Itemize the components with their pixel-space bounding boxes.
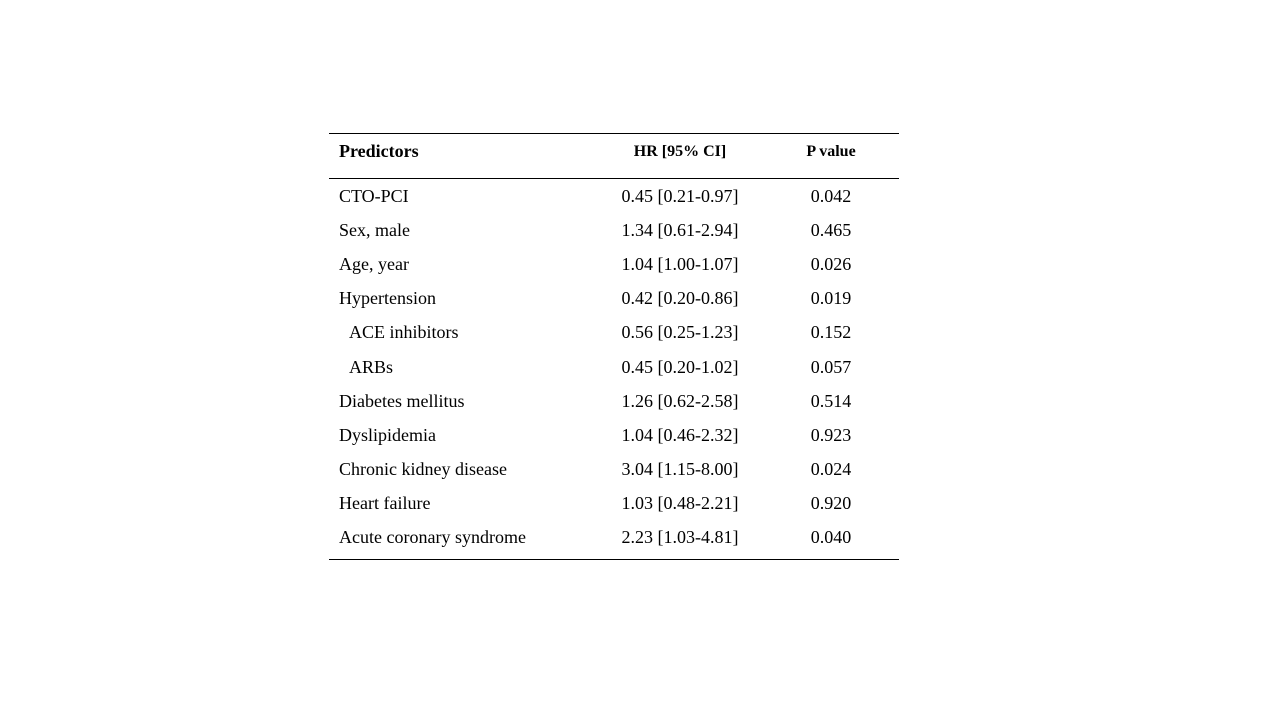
p-value-cell: 0.040 — [810, 527, 852, 548]
table-row — [329, 282, 899, 316]
table-row — [329, 521, 899, 560]
predictor-cell: Sex, male — [339, 219, 410, 240]
hr-cell: 1.03 [0.48-2.21] — [621, 493, 739, 514]
hr-cell: 1.04 [1.00-1.07] — [621, 253, 739, 274]
p-value-cell: 0.024 — [810, 459, 852, 480]
predictor-subcell: ACE inhibitors — [349, 322, 459, 343]
table-row — [329, 418, 899, 452]
hazard-ratio-table — [329, 133, 899, 560]
table-row — [329, 487, 899, 521]
hr-cell: 1.26 [0.62-2.58] — [621, 390, 739, 411]
predictor-cell: CTO-PCI — [339, 185, 409, 206]
header-hr-ci: HR [95% CI] — [633, 143, 727, 160]
hr-cell: 1.04 [0.46-2.32] — [621, 424, 739, 445]
p-value-cell: 0.019 — [810, 288, 852, 309]
predictor-cell: Chronic kidney disease — [339, 459, 507, 480]
table-row — [329, 213, 899, 247]
predictor-cell: Hypertension — [339, 288, 436, 309]
predictor-cell: Heart failure — [339, 493, 431, 514]
p-value-cell: 0.042 — [810, 185, 852, 206]
hr-cell: 0.45 [0.21-0.97] — [621, 185, 739, 206]
p-value-cell: 0.920 — [810, 493, 852, 514]
table-row — [329, 350, 899, 384]
p-value-cell: 0.465 — [810, 219, 852, 240]
hr-cell: 3.04 [1.15-8.00] — [621, 459, 739, 480]
p-value-cell: 0.923 — [810, 424, 852, 445]
predictor-cell: Age, year — [339, 253, 409, 274]
hr-cell: 0.45 [0.20-1.02] — [621, 356, 739, 377]
p-value-cell: 0.057 — [810, 356, 852, 377]
header-predictors: Predictors — [339, 140, 419, 161]
table-row — [329, 453, 899, 487]
hazard-ratio-table-container — [329, 133, 899, 560]
p-value-cell: 0.152 — [810, 322, 852, 343]
p-value-cell: 0.026 — [810, 253, 852, 274]
hr-cell: 1.34 [0.61-2.94] — [621, 219, 739, 240]
hr-cell: 0.42 [0.20-0.86] — [621, 288, 739, 309]
predictor-subcell: ARBs — [349, 356, 394, 377]
table-row — [329, 179, 899, 214]
header-p-value: P value — [806, 143, 856, 160]
p-value-cell: 0.514 — [810, 390, 852, 411]
table-row — [329, 384, 899, 418]
table-row — [329, 247, 899, 281]
predictor-cell: Dyslipidemia — [339, 424, 436, 445]
table-row — [329, 316, 899, 350]
predictor-cell: Acute coronary syndrome — [339, 527, 526, 548]
hr-cell: 2.23 [1.03-4.81] — [621, 527, 739, 548]
predictor-cell: Diabetes mellitus — [339, 390, 465, 411]
table-header-row — [329, 134, 899, 179]
hr-cell: 0.56 [0.25-1.23] — [621, 322, 739, 343]
